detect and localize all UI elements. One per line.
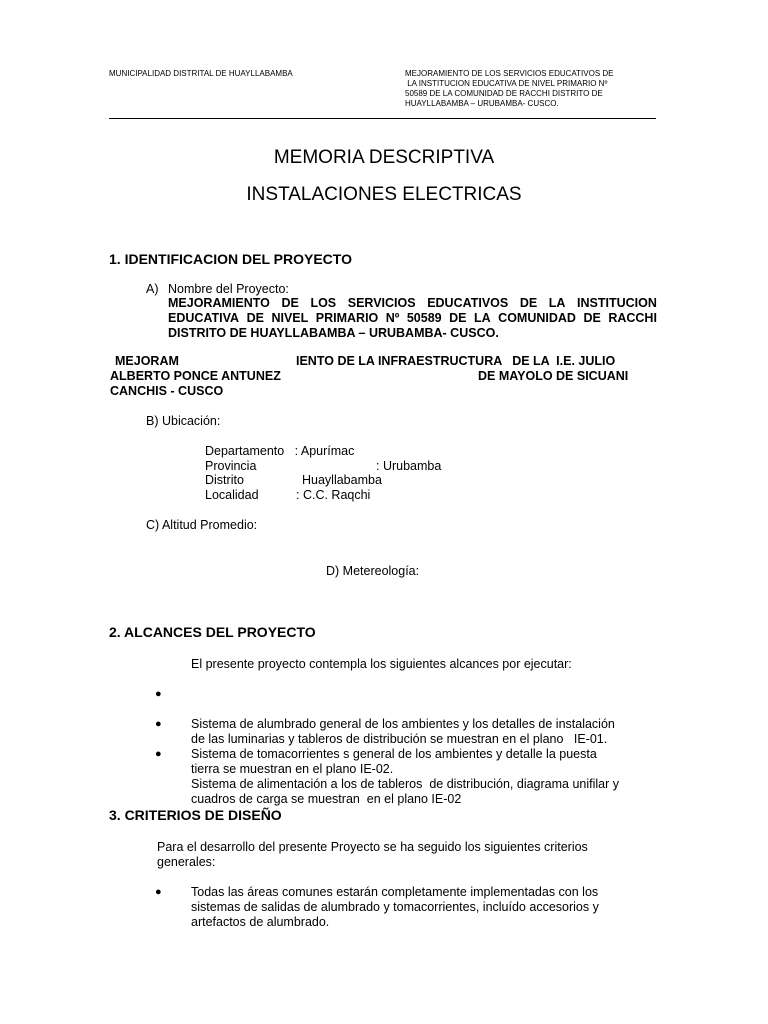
location-provincia-value: : Urubamba <box>376 459 442 473</box>
header-rule <box>109 118 656 119</box>
project-name-word: NIVEL <box>271 311 309 325</box>
project-name-word: EDUCATIVOS <box>427 296 509 310</box>
location-departamento: Departamento : Apurímac <box>205 444 355 458</box>
project-name-word: DE <box>519 296 538 310</box>
bullet-icon: ● <box>155 886 162 898</box>
project-name-word: Nº <box>385 311 400 325</box>
item-a-title: Nombre del Proyecto: <box>168 282 289 296</box>
location-localidad-label: Localidad <box>205 488 259 502</box>
list-item: Sistema de alimentación a los de tableros de distribución, diagrama unifilar y cuadros de carga se muestran en el plano IE-02 <box>191 777 620 806</box>
header-municipality: MUNICIPALIDAD DISTRITAL DE HUAYLLABAMBA <box>109 69 293 78</box>
document-subtitle: INSTALACIONES ELECTRICAS <box>246 184 522 205</box>
item-c-label: C) Altitud Promedio: <box>146 518 258 532</box>
section-2-intro: El presente proyecto contempla los siguientes alcances por ejecutar: <box>191 657 572 671</box>
project-name-word: DE <box>449 311 467 325</box>
location-provincia-label: Provincia <box>205 459 257 473</box>
bullet-icon: ● <box>155 718 162 730</box>
list-item: Todas las áreas comunes estarán completamente implementadas con los sistemas de salidas de alumbrado y tomacorrientes, incluído accesorios y artefactos de alumbrado. <box>191 885 599 929</box>
project-name-line <box>168 296 657 311</box>
list-item: Sistema de alumbrado general de los ambientes y los detalles de instalación de las luminarias y tableros de distribución se muestran en el plano IE-01. <box>191 717 615 746</box>
list-item: Sistema de tomacorrientes s general de los ambientes y detalle la puesta tierra se muestran en el plano IE-02. <box>191 747 597 776</box>
item-b-label: B) Ubicación: <box>146 414 221 428</box>
bullet-icon: ● <box>155 688 162 700</box>
project-name-word: DE <box>246 311 264 325</box>
item-a-label: A) <box>146 282 159 296</box>
project-name-word: EDUCATIVA <box>168 311 240 325</box>
mejoram-line1-a: MEJORAM <box>115 354 179 368</box>
project-name-word: LOS <box>310 296 337 310</box>
mejoram-line1-b: IENTO DE LA INFRAESTRUCTURA DE LA I.E. JULIO <box>296 354 616 368</box>
location-distrito-value: Huayllabamba <box>302 473 382 487</box>
section-3-intro: Para el desarrollo del presente Proyecto se ha seguido los siguientes criterios generales: <box>157 840 588 869</box>
mejoram-line2-b: DE MAYOLO DE SICUANI <box>478 369 629 383</box>
project-name-line <box>168 311 657 326</box>
section-3-heading: 3. CRITERIOS DE DISEÑO <box>109 807 282 823</box>
project-name <box>168 296 657 341</box>
project-name-word: DE <box>281 296 299 310</box>
location-localidad-value: : C.C. Raqchi <box>296 488 371 502</box>
bullet-icon: ● <box>155 748 162 760</box>
project-name-word: MEJORAMIENTO <box>168 296 270 310</box>
section-1-heading: 1. IDENTIFICACION DEL PROYECTO <box>109 251 352 267</box>
project-name-word: LA <box>548 296 566 310</box>
project-name-word: SERVICIOS <box>347 296 416 310</box>
project-name-word: INSTITUCION <box>577 296 657 310</box>
project-name-line: DISTRITO DE HUAYLLABAMBA – URUBAMBA- CUSCO. <box>168 326 499 340</box>
project-name-word: 50589 <box>406 311 442 325</box>
project-name-word: RACCHI <box>608 311 657 325</box>
mejoram-line3: CANCHIS - CUSCO <box>110 384 224 398</box>
mejoram-line2-a: ALBERTO PONCE ANTUNEZ <box>110 369 281 383</box>
project-name-word: PRIMARIO <box>315 311 379 325</box>
project-name-word: COMUNIDAD <box>498 311 576 325</box>
document-title: MEMORIA DESCRIPTIVA <box>273 147 495 168</box>
project-name-word: LA <box>474 311 491 325</box>
section-2-heading: 2. ALCANCES DEL PROYECTO <box>109 624 316 640</box>
location-distrito-label: Distrito <box>205 473 244 487</box>
project-name-word: DE <box>583 311 601 325</box>
header-project-title: MEJORAMIENTO DE LOS SERVICIOS EDUCATIVOS DE LA INSTITUCION EDUCATIVA DE NIVEL PRIMARIO Nº 50589 DE LA COMUNIDAD DE RACCHI DISTRITO DE HUAYLLABAMBA – URUBAMBA- CUSCO. <box>405 69 614 108</box>
item-d-label: D) Metereología: <box>326 564 420 578</box>
